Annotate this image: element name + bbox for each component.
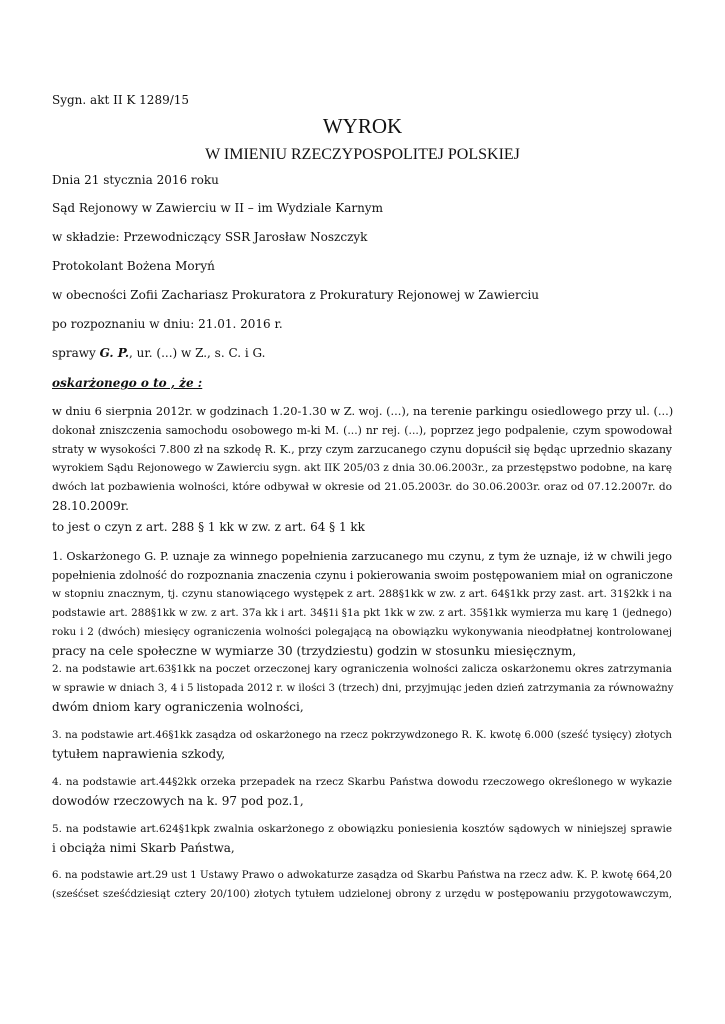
point-line: dwóm dniom kary ograniczenia wolności, (52, 700, 304, 714)
presence-line: w obecności Zofii Zachariasz Prokuratora z Prokuratury Rejonowej w Zawierciu (52, 288, 540, 302)
document-subtitle: W IMIENIU RZECZYPOSPOLITEJ POLSKIEJ (205, 146, 520, 163)
point-line: 4. na podstawie art.44§2kk orzeka przepadek na rzecz Skarbu Państwa dowodu rzeczowego określonego w wykazie (52, 776, 672, 788)
point-line: i obciąża nimi Skarb Państwa, (52, 841, 235, 855)
point-4 (52, 773, 672, 811)
point-line: 6. na podstawie art.29 ust 1 Ustawy Prawo o adwokaturze zasądza od Skarbu Państwa na rzecz adw. K. P. kwotę 664,20 (52, 870, 672, 881)
charge-line: straty w wysokości 7.800 zł na szkodę R. K., przy czym zarzucanego czynu dopuścił się będąc uprzednio skazany (52, 443, 672, 456)
point-line: roku i 2 (dwóch) miesięcy ograniczenia wolności polegającą na obowiązku wykonywania nieodpłatnej kontrolowanej (52, 626, 672, 638)
document-title: WYROK (322, 114, 403, 138)
charge-line: dokonał zniszczenia samochodu osobowego m-ki M. (...) nr rej. (...), poprzez jego podpalenie, czym spowodował (52, 424, 672, 437)
charge-line: w dniu 6 sierpnia 2012r. w godzinach 1.20-1.30 w Z. woj. (...), na terenie parkingu osiedlowego przy ul. (...) (52, 404, 674, 418)
point-line: 2. na podstawie art.63§1kk na poczet orzeczonej kary ograniczenia wolności zalicza oskarżonemu okres zatrzymania (52, 663, 672, 675)
point-line: tytułem naprawienia szkody, (52, 747, 226, 761)
point-line: dowodów rzeczowych na k. 97 pod poz.1, (52, 794, 304, 808)
point-line: popełnienia zdolność do rozpoznania znaczenia czynu i pokierowania swoim postępowaniem miał on ograniczone (52, 569, 673, 582)
point-line: (sześćset sześćdziesiąt cztery 20/100) złotych tytułem udzielonej obrony z urzędu w postępowaniu przygotowawczym, (52, 889, 672, 900)
case-line (52, 344, 672, 363)
case-name: G. P. (99, 346, 129, 360)
point-line: w sprawie w dniach 3, 4 i 5 listopada 2012 r. w ilości 3 (trzech) dni, przyjmując jeden dzień zatrzymania za równoważny (52, 683, 674, 694)
point-line: pracy na cele społeczne w wymiarze 30 (trzydziestu) godzin w stosunku miesięcznym, (52, 644, 577, 658)
accused-heading: oskarżonego o to , że : (52, 376, 203, 390)
clerk-line: Protokolant Bożena Moryń (52, 259, 215, 273)
point-line: 5. na podstawie art.624§1kpk zwalnia oskarżonego z obowiązku poniesienia kosztów sądowych w niniejszej sprawie (52, 823, 672, 835)
point-6 (52, 866, 672, 904)
charge-line: wyrokiem Sądu Rejonowego w Zawierciu sygn. akt IIK 205/03 z dnia 30.06.2003r., za przestępstwo podobne, na karę (52, 462, 672, 474)
charge-paragraph (52, 402, 672, 516)
hearing-line: po rozpoznaniu w dniu: 21.01. 2016 r. (52, 317, 283, 331)
point-line: podstawie art. 288§1kk w zw. z art. 37a kk i art. 34§1i §1a pkt 1kk w zw. z art. 35§1kk wymierza mu karę 1 (jednego) (52, 607, 672, 619)
point-line: w stopniu znacznym, tj. czynu stanowiącego występek z art. 288§1kk w zw. z art. 64§1kk przy zast. art. 31§2kk i na (52, 588, 672, 600)
case-signature: Sygn. akt II K 1289/15 (52, 93, 190, 107)
legal-basis: to jest o czyn z art. 288 § 1 kk w zw. z art. 64 § 1 kk (52, 520, 365, 534)
case-prefix: sprawy (52, 346, 100, 360)
point-1 (52, 547, 672, 661)
point-line: 1. Oskarżonego G. P. uznaje za winnego popełnienia zarzucanego mu czynu, z tym że uznaje, iż w chwili jego (52, 550, 672, 563)
point-3 (52, 726, 672, 764)
charge-line: dwóch lat pozbawienia wolności, które odbywał w okresie od 21.05.2003r. do 30.06.2003r. oraz od 07.12.2007r. do (52, 481, 672, 493)
charge-line: 28.10.2009r. (52, 499, 129, 513)
composition-line: w składzie: Przewodniczący SSR Jarosław Noszczyk (52, 230, 368, 244)
point-5 (52, 820, 672, 858)
case-suffix: , ur. (...) w Z., s. C. i G. (129, 346, 266, 360)
date-line: Dnia 21 stycznia 2016 roku (52, 173, 219, 187)
point-2 (52, 660, 672, 717)
point-line: 3. na podstawie art.46§1kk zasądza od oskarżonego na rzecz pokrzywdzonego R. K. kwotę 6.000 (sześć tysięcy) złotych (52, 730, 672, 741)
court-line: Sąd Rejonowy w Zawierciu w II – im Wydziale Karnym (52, 201, 383, 215)
